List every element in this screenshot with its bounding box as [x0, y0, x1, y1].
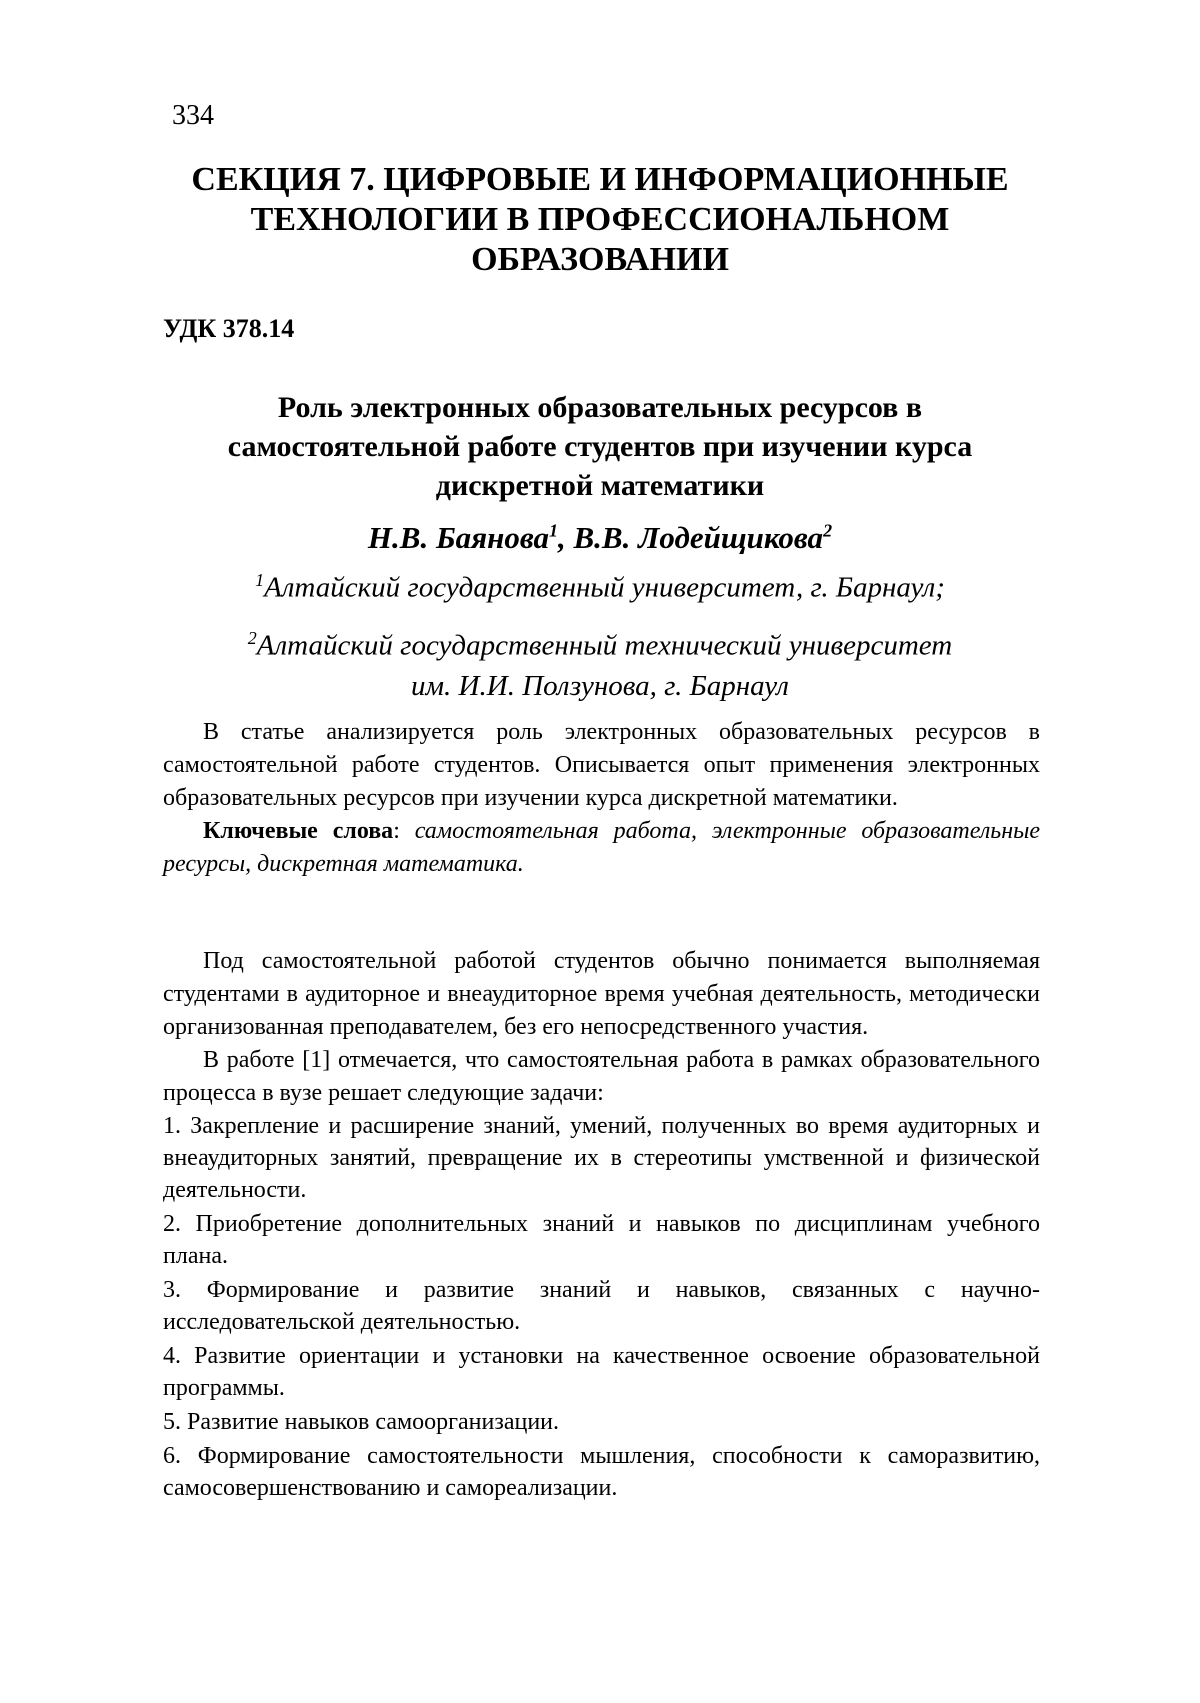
udc-code: УДК 378.14 [163, 314, 294, 344]
abstract-block [163, 716, 1040, 881]
affiliation-1-mark: 1 [255, 570, 264, 590]
list-item: 5. Развитие навыков самоорганизации. [163, 1406, 1040, 1438]
article-title-line: Роль электронных образовательных ресурсов в [150, 388, 1050, 427]
affiliation-2 [150, 618, 1050, 706]
affiliation-2-line-2: им. И.И. Ползунова, г. Барнаул [150, 666, 1050, 706]
abstract: В статье анализируется роль электронных образовательных ресурсов в самостоятельной работе студентов. Описывается опыт применения электронных образовательных ресурсов при изучении курса дискретной математики. [163, 716, 1040, 815]
article-title-line: самостоятельной работе студентов при изучении курса [150, 427, 1050, 466]
author-2-affil-mark: 2 [823, 521, 832, 541]
list-item: 1. Закрепление и расширение знаний, умений, полученных во время аудиторных и внеаудиторных занятий, превращение их в стереотипы умственной и физической деятельности. [163, 1110, 1040, 1206]
affiliation-1-text: Алтайский государственный университет, г. Барнаул; [264, 572, 945, 604]
authors [150, 520, 1050, 556]
affiliation-2-line [150, 618, 1050, 666]
affiliation-1-line [150, 560, 1050, 608]
keywords-colon: : [393, 818, 415, 844]
article-title [150, 388, 1050, 505]
list-item: 3. Формирование и развитие знаний и навыков, связанных с научно-исследовательской деятельностью. [163, 1274, 1040, 1338]
paragraph: В работе [1] отмечается, что самостоятельная работа в рамках образовательного процесса в вузе решает следующие задачи: [163, 1044, 1040, 1110]
section-title-line: ТЕХНОЛОГИИ В ПРОФЕССИОНАЛЬНОМ [150, 200, 1050, 240]
body-text [163, 945, 1040, 1504]
article-title-line: дискретной математики [150, 466, 1050, 505]
author-2: В.В. Лодейщикова [573, 520, 823, 555]
list-item: 6. Формирование самостоятельности мышления, способности к саморазвитию, самосовершенствованию и самореализации. [163, 1440, 1040, 1504]
section-title-line: СЕКЦИЯ 7. ЦИФРОВЫЕ И ИНФОРМАЦИОННЫЕ [150, 160, 1050, 200]
author-1: Н.В. Баянова [368, 520, 549, 555]
page-number: 334 [172, 100, 214, 132]
keywords-label: Ключевые слова [203, 818, 393, 844]
author-1-affil-mark: 1 [549, 521, 558, 541]
keywords-text: самостоятельная работа, электронные образовательные ресурсы, дискретная математика. [163, 818, 1040, 877]
list-item: 2. Приобретение дополнительных знаний и навыков по дисциплинам учебного плана. [163, 1208, 1040, 1272]
author-separator: , [558, 520, 574, 555]
affiliation-1 [150, 560, 1050, 608]
list-item: 4. Развитие ориентации и установки на качественное освоение образовательной программы. [163, 1340, 1040, 1404]
affiliation-2-mark: 2 [248, 628, 257, 648]
section-title [150, 160, 1050, 280]
section-title-line: ОБРАЗОВАНИИ [150, 240, 1050, 280]
paragraph: Под самостоятельной работой студентов обычно понимается выполняемая студентами в аудиторное и внеаудиторное время учебная деятельность, методически организованная преподавателем, без его непосредственного участия. [163, 945, 1040, 1044]
keywords [163, 815, 1040, 881]
affiliation-2-text: Алтайский государственный технический университет [257, 630, 952, 662]
